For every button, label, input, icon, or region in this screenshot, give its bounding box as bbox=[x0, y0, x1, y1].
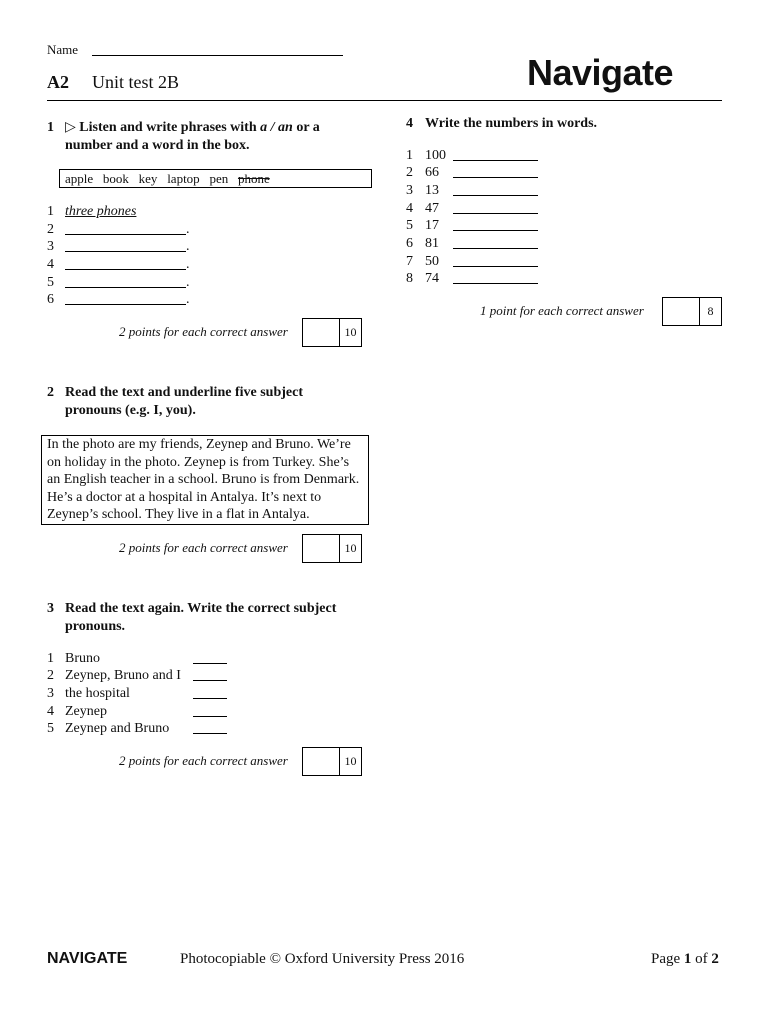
name-label: Name bbox=[47, 42, 79, 57]
q4-points: 1 point for each correct answer bbox=[480, 303, 644, 318]
footer-page-number: Page 1 of 2 bbox=[651, 951, 719, 967]
q4-item-number: 2 bbox=[406, 165, 413, 180]
q3-number: 3 bbox=[47, 601, 54, 616]
q3-points: 2 points for each correct answer bbox=[119, 753, 288, 768]
word-box-item: pen bbox=[209, 171, 229, 186]
q3-item-text: Zeynep and Bruno bbox=[65, 721, 170, 736]
footer-brand: NAVIGATE bbox=[47, 950, 128, 967]
q4-item-value: 66 bbox=[425, 165, 439, 180]
q4-item-value: 47 bbox=[425, 201, 439, 216]
q4-item-number: 8 bbox=[406, 271, 413, 286]
q4-item-value: 100 bbox=[425, 148, 446, 163]
q4-item-number: 4 bbox=[406, 201, 413, 216]
q1-points: 2 points for each correct answer bbox=[119, 324, 288, 339]
q4-number: 4 bbox=[406, 116, 413, 131]
q4-answer-line[interactable] bbox=[453, 230, 538, 231]
q3-answer-line[interactable] bbox=[193, 663, 227, 664]
q3-item-number: 3 bbox=[47, 686, 54, 701]
q4-item-number: 3 bbox=[406, 183, 413, 198]
q4-answer-line[interactable] bbox=[453, 283, 538, 284]
q1-item-number: 6 bbox=[47, 292, 54, 307]
footer-copyright: Photocopiable © Oxford University Press 2016 bbox=[180, 951, 465, 967]
q4-item-value: 81 bbox=[425, 236, 439, 251]
q3-answer-line[interactable] bbox=[193, 680, 227, 681]
q4-item-value: 17 bbox=[425, 218, 439, 233]
q1-item-number: 3 bbox=[47, 239, 54, 254]
q4-item-number: 7 bbox=[406, 254, 413, 269]
q4-item-number: 6 bbox=[406, 236, 413, 251]
q1-answer-line[interactable] bbox=[65, 251, 186, 252]
q3-score-input[interactable] bbox=[303, 748, 340, 775]
q1-item-number: 1 bbox=[47, 204, 54, 219]
q3-item-text: Bruno bbox=[65, 651, 100, 666]
q3-answer-line[interactable] bbox=[193, 698, 227, 699]
q1-example-answer: three phones bbox=[65, 204, 137, 219]
q4-answer-line[interactable] bbox=[453, 195, 538, 196]
q4-score-box[interactable] bbox=[662, 297, 722, 326]
q4-item-value: 50 bbox=[425, 254, 439, 269]
q3-score-total: 10 bbox=[344, 754, 357, 768]
q1-item-number: 5 bbox=[47, 275, 54, 290]
q4-item-value: 74 bbox=[425, 271, 439, 286]
level-label: A2 bbox=[47, 72, 69, 92]
q4-answer-line[interactable] bbox=[453, 213, 538, 214]
q1-number: 1 bbox=[47, 120, 54, 135]
q1-item-number: 2 bbox=[47, 222, 54, 237]
q1-answer-line[interactable] bbox=[65, 287, 186, 288]
q1-answer-line[interactable] bbox=[65, 234, 186, 235]
word-box-item: apple bbox=[65, 171, 94, 186]
q4-score-total: 8 bbox=[707, 304, 714, 318]
q2-number: 2 bbox=[47, 385, 54, 400]
q4-answer-line[interactable] bbox=[453, 160, 538, 161]
header-rule bbox=[47, 100, 722, 101]
q3-instruction: Read the text again. Write the correct subject pronouns. bbox=[65, 601, 337, 634]
q3-answer-line[interactable] bbox=[193, 733, 227, 734]
q1-answer-line[interactable] bbox=[65, 269, 186, 270]
q1-period: . bbox=[186, 257, 190, 272]
q2-score-input[interactable] bbox=[303, 535, 340, 562]
q1-score-input[interactable] bbox=[303, 319, 340, 346]
q2-instruction: Read the text and underline five subject pronouns (e.g. I, you). bbox=[65, 385, 303, 418]
word-box-crossed: phone bbox=[237, 171, 270, 186]
q2-points: 2 points for each correct answer bbox=[119, 540, 288, 555]
q1-period: . bbox=[186, 275, 190, 290]
q1-item-number: 4 bbox=[47, 257, 54, 272]
q1-score-box[interactable] bbox=[302, 318, 362, 347]
q3-item-text: the hospital bbox=[65, 686, 130, 701]
q4-item-value: 13 bbox=[425, 183, 439, 198]
q3-item-number: 2 bbox=[47, 668, 54, 683]
q3-item-number: 1 bbox=[47, 651, 54, 666]
q1-answer-line[interactable] bbox=[65, 304, 186, 305]
q3-item-number: 4 bbox=[47, 704, 54, 719]
q2-text-box: In the photo are my friends, Zeynep and Bruno. We’re on holiday in the photo. Zeynep is from Turkey. She’s an English teacher in a school. Bruno is from Denmark. He’s a doctor at a hospital in Antalya. It’s next to Zeynep’s school. They live in a flat in Antalya. bbox=[41, 435, 369, 525]
q4-instruction: Write the numbers in words. bbox=[425, 116, 598, 131]
q1-period: . bbox=[186, 222, 190, 237]
q1-period: . bbox=[186, 292, 190, 307]
navigate-logo: Navigate bbox=[527, 52, 674, 93]
q1-instruction: ▷ Listen and write phrases with a / an or a number and a word in the box. bbox=[65, 120, 320, 153]
word-box-item: laptop bbox=[167, 171, 200, 186]
name-line[interactable] bbox=[92, 55, 343, 56]
q3-score-box[interactable] bbox=[302, 747, 362, 776]
q4-item-number: 5 bbox=[406, 218, 413, 233]
q3-item-text: Zeynep bbox=[65, 704, 107, 719]
q1-score-total: 10 bbox=[344, 325, 357, 339]
q4-answer-line[interactable] bbox=[453, 177, 538, 178]
page-title: Unit test 2B bbox=[92, 72, 180, 92]
word-box bbox=[59, 169, 372, 188]
q3-item-number: 5 bbox=[47, 721, 54, 736]
q2-score-box[interactable] bbox=[302, 534, 362, 563]
word-box-item: key bbox=[138, 171, 158, 186]
q4-score-input[interactable] bbox=[663, 298, 700, 325]
q4-answer-line[interactable] bbox=[453, 248, 538, 249]
q2-score-total: 10 bbox=[344, 541, 357, 555]
q3-item-text: Zeynep, Bruno and I bbox=[65, 668, 181, 683]
q1-period: . bbox=[186, 239, 190, 254]
play-icon[interactable]: ▷ bbox=[65, 120, 76, 135]
q4-item-number: 1 bbox=[406, 148, 413, 163]
word-box-item: book bbox=[102, 171, 129, 186]
q3-answer-line[interactable] bbox=[193, 716, 227, 717]
q4-answer-line[interactable] bbox=[453, 266, 538, 267]
